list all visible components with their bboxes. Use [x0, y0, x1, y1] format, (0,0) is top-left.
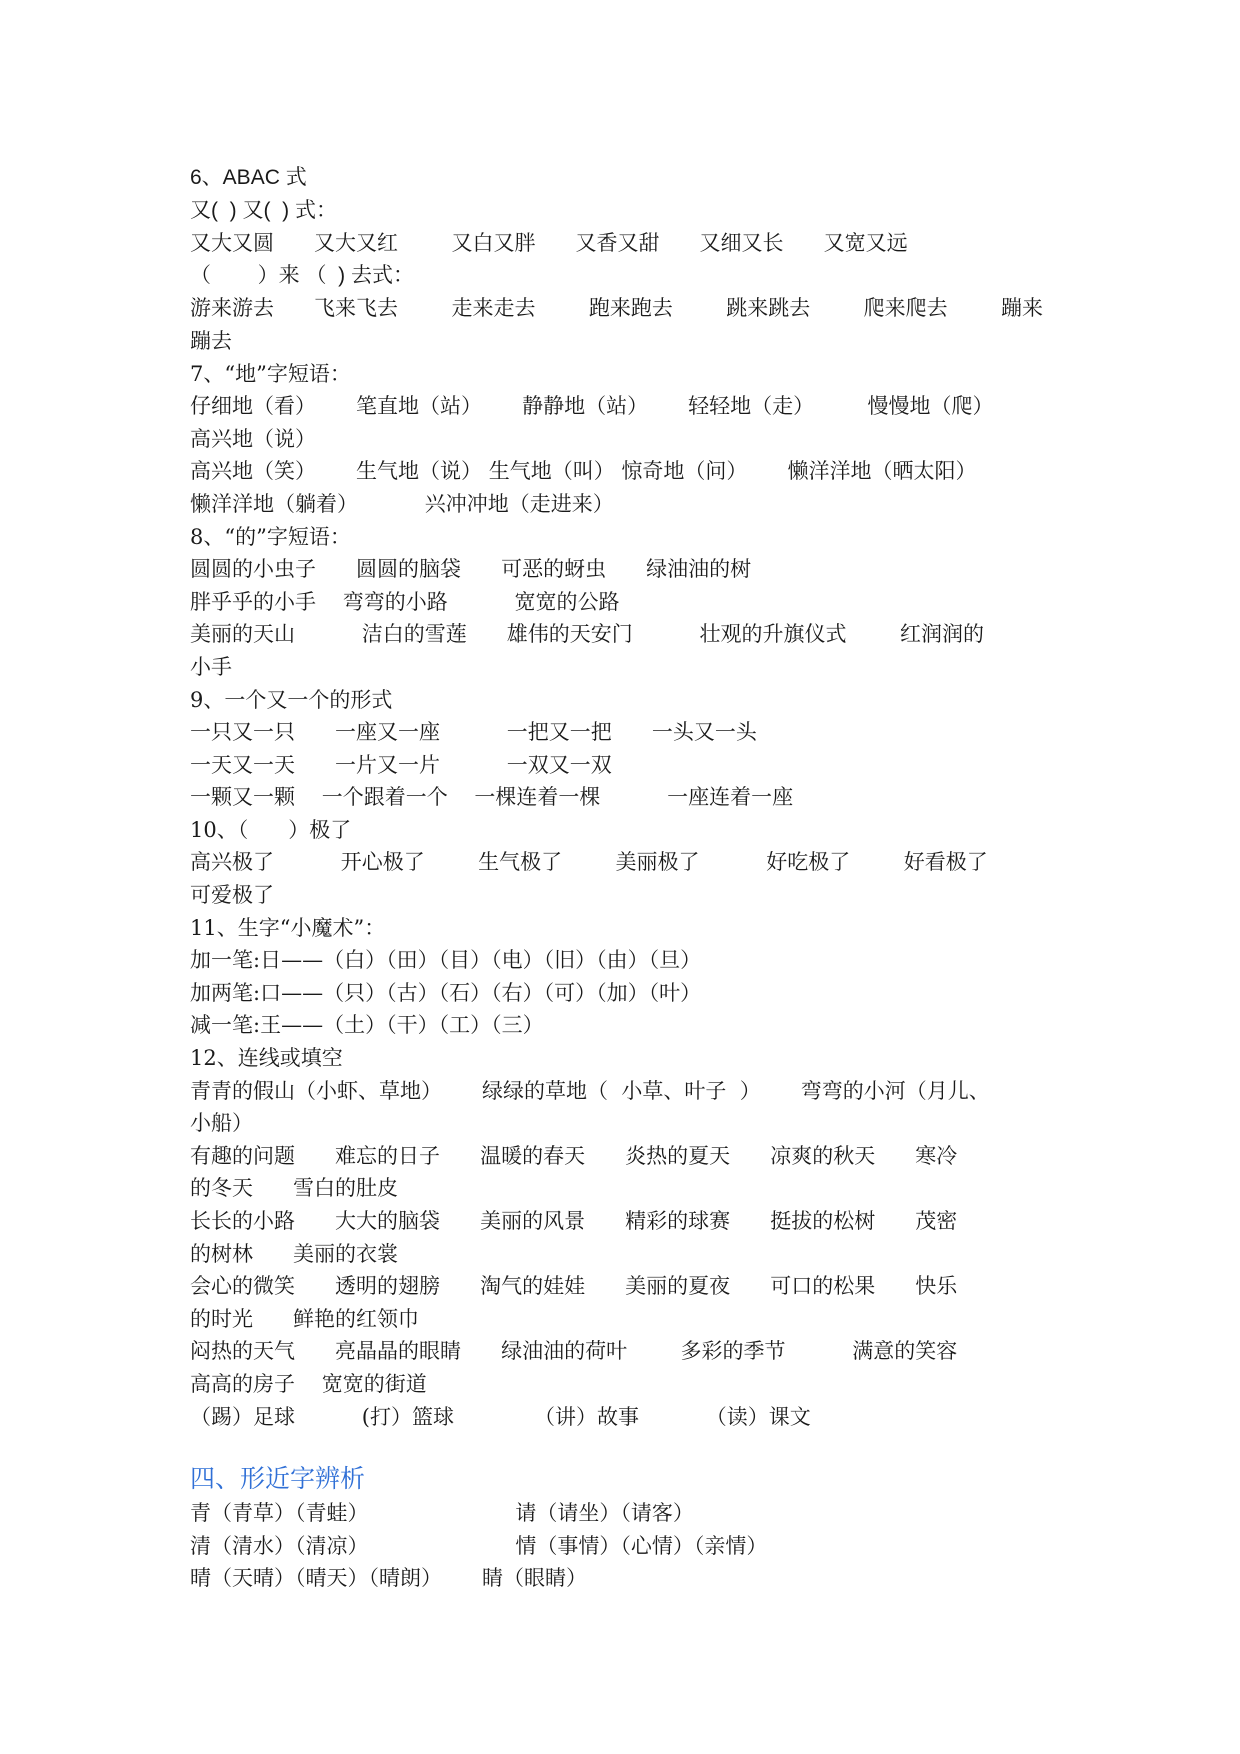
- heading-de-adverb: 7、“地”字短语：: [190, 361, 351, 386]
- text-line: 又大又圆 又大又红 又白又胖 又香又甜 又细又长 又宽又远: [190, 231, 908, 256]
- heading-character-magic: 11、生字“小魔术”：: [190, 915, 386, 940]
- text-line: （踢）足球 (打）篮球 （讲）故事 （读）课文: [190, 1404, 811, 1429]
- heading-abac: 6、ABAC 式: [190, 166, 307, 189]
- text-line: 一只又一只 一座又一座 一把又一把 一头又一头: [190, 720, 757, 745]
- text-line: 长长的小路 大大的脑袋 美丽的风景 精彩的球赛 挺拔的松树 茂密: [190, 1209, 958, 1233]
- text-line: 高高的房子 宽宽的街道: [190, 1371, 427, 1396]
- text-line: 一天又一天 一片又一片 一双又一双: [190, 752, 612, 777]
- document-page: [190, 162, 1070, 1595]
- text-line: 胖乎乎的小手 弯弯的小路 宽宽的公路: [190, 589, 620, 614]
- text-line: 高兴地（说）: [190, 426, 316, 451]
- text-line: 可爱极了: [190, 883, 274, 908]
- section-gap: [190, 1433, 1070, 1461]
- text-line: 的时光 鲜艳的红领巾: [190, 1306, 420, 1331]
- text-line: 高兴地（笑） 生气地（说） 生气地（叫） 惊奇地（问） 懒洋洋地（晒太阳）: [190, 459, 977, 484]
- text-line: 高兴极了 开心极了 生气极了 美丽极了 好吃极了 好看极了: [190, 850, 988, 875]
- text-line: 一颗又一颗 一个跟着一个 一棵连着一棵 一座连着一座: [190, 785, 794, 810]
- text-line: 青青的假山（小虾、草地） 绿绿的草地（ 小草、叶子 ） 弯弯的小河（月儿、: [190, 1078, 990, 1103]
- section-word-patterns: [190, 162, 1070, 1433]
- heading-one-after-another: 9、一个又一个的形式: [190, 687, 393, 712]
- subheading-lai-qu: （ ）来 （ ) 去式：: [190, 263, 415, 287]
- heading-matching: 12、连线或填空: [190, 1046, 343, 1071]
- text-line: 清（清水）（清凉） 情（事情）（心情）（亲情）: [190, 1533, 768, 1558]
- text-line: 蹦去: [190, 328, 232, 353]
- heading-de-adjective: 8、“的”字短语：: [190, 524, 351, 549]
- text-line: 减一笔:王——（土）（干）（工）（三）: [190, 1013, 544, 1038]
- text-line: 小船）: [190, 1111, 253, 1136]
- text-line: 小手: [190, 654, 232, 679]
- text-line: 加两笔:口——（只）（古）（石）（右）（可）（加）（叶）: [190, 980, 702, 1005]
- section-heading: 四、形近字辨析: [190, 1464, 366, 1494]
- text-line: 的树林 美丽的衣裳: [190, 1241, 399, 1266]
- text-line: 会心的微笑 透明的翅膀 淘气的娃娃 美丽的夏夜 可口的松果 快乐: [190, 1274, 958, 1299]
- text-line: 晴（天晴）（晴天）（晴朗） 睛（眼睛）: [190, 1566, 588, 1591]
- text-line: 仔细地（看） 笔直地（站） 静静地（站） 轻轻地（走） 慢慢地（爬）: [190, 394, 994, 419]
- text-line: 加一笔:日——（白）（田）（目）（电）（旧）（由）（旦）: [190, 948, 702, 973]
- text-line: 圆圆的小虫子 圆圆的脑袋 可恶的蚜虫 绿油油的树: [190, 557, 752, 582]
- text-line: 的冬天 雪白的肚皮: [190, 1176, 399, 1201]
- text-line: 游来游去 飞来飞去 走来走去 跑来跑去 跳来跳去 爬来爬去 蹦来: [190, 296, 1044, 321]
- text-line: 青（青草）（青蛙） 请（请坐）（请客）: [190, 1501, 694, 1526]
- text-line: 有趣的问题 难忘的日子 温暖的春天 炎热的夏天 凉爽的秋天 寒冷: [190, 1143, 958, 1168]
- heading-ji-le: 10、（ ）极了: [190, 817, 352, 842]
- subheading-you-you: 又( ) 又( ) 式：: [190, 198, 337, 222]
- text-line: 美丽的天山 洁白的雪莲 雄伟的天安门 壮观的升旗仪式 红润润的: [190, 622, 984, 647]
- text-line: 闷热的天气 亮晶晶的眼睛 绿油油的荷叶 多彩的季节 满意的笑容: [190, 1339, 958, 1364]
- text-line: 懒洋洋地（躺着） 兴冲冲地（走进来）: [190, 491, 614, 516]
- section-similar-characters: [190, 1461, 1070, 1595]
